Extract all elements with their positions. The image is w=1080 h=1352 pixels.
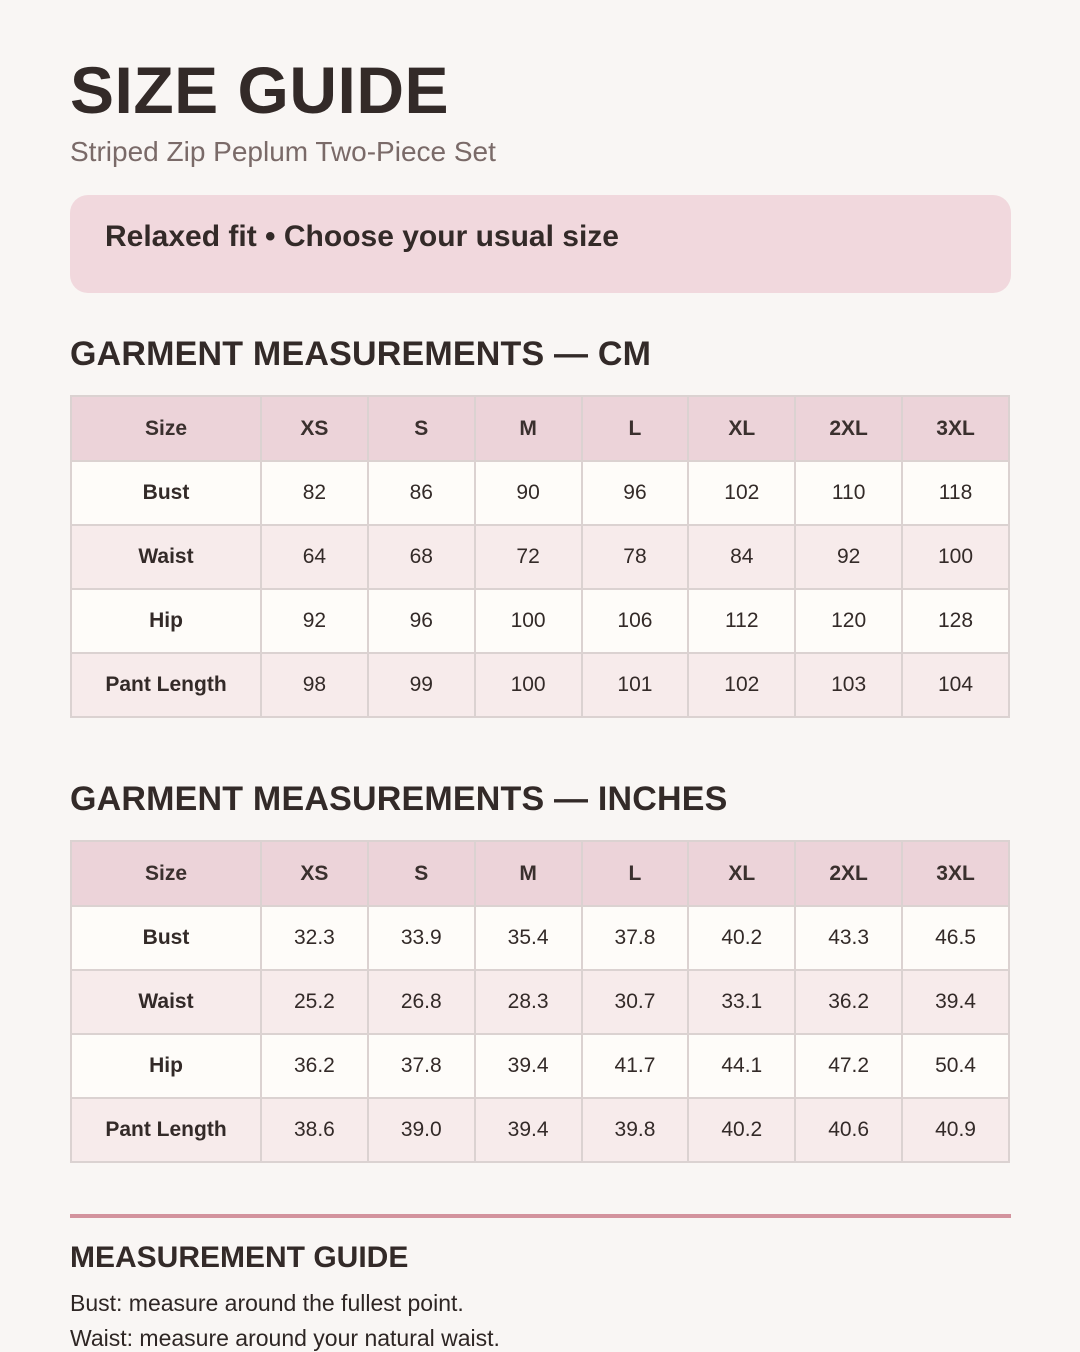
table-cell: 43.3 (795, 906, 902, 970)
table-row (71, 1098, 1009, 1162)
table-cell: 112 (688, 589, 795, 653)
table-row (71, 970, 1009, 1034)
size-table-cm (70, 395, 1010, 718)
size-table-inches (70, 840, 1010, 1163)
column-header: L (582, 396, 689, 461)
table-cell: 72 (475, 525, 582, 589)
table-cell: 78 (582, 525, 689, 589)
table-row (71, 461, 1009, 525)
table-cell: 100 (475, 589, 582, 653)
table-cell: 40.2 (688, 1098, 795, 1162)
table-row (71, 525, 1009, 589)
table-cell: 84 (688, 525, 795, 589)
table-cell: 25.2 (261, 970, 368, 1034)
table-cell: 33.9 (368, 906, 475, 970)
table-cell: 86 (368, 461, 475, 525)
row-label: Bust (71, 906, 261, 970)
column-header: XS (261, 396, 368, 461)
table-cell: 100 (902, 525, 1009, 589)
table-cell: 128 (902, 589, 1009, 653)
page-title: SIZE GUIDE (70, 53, 450, 127)
table-cell: 102 (688, 653, 795, 717)
table-cell: 101 (582, 653, 689, 717)
table-cell: 39.8 (582, 1098, 689, 1162)
table-cell: 37.8 (582, 906, 689, 970)
table-cell: 36.2 (795, 970, 902, 1034)
section-title-inches: GARMENT MEASUREMENTS — INCHES (70, 780, 728, 818)
table-cell: 92 (795, 525, 902, 589)
table-cell: 44.1 (688, 1034, 795, 1098)
table-cell: 98 (261, 653, 368, 717)
table-cell: 110 (795, 461, 902, 525)
table-cell: 47.2 (795, 1034, 902, 1098)
table-row (71, 653, 1009, 717)
column-header: 3XL (902, 396, 1009, 461)
table-cell: 50.4 (902, 1034, 1009, 1098)
table-cell: 40.9 (902, 1098, 1009, 1162)
measurement-guide-line: Waist: measure around your natural waist. (70, 1325, 500, 1351)
product-subtitle: Striped Zip Peplum Two-Piece Set (70, 136, 496, 167)
table-cell: 100 (475, 653, 582, 717)
table-cell: 38.6 (261, 1098, 368, 1162)
table-cell: 68 (368, 525, 475, 589)
table-cell: 92 (261, 589, 368, 653)
column-header: 2XL (795, 841, 902, 906)
column-header: Size (71, 396, 261, 461)
table-cell: 46.5 (902, 906, 1009, 970)
row-label: Waist (71, 970, 261, 1034)
table-cell: 96 (368, 589, 475, 653)
column-header: M (475, 396, 582, 461)
table-cell: 32.3 (261, 906, 368, 970)
table-cell: 64 (261, 525, 368, 589)
table-cell: 39.0 (368, 1098, 475, 1162)
column-header: S (368, 396, 475, 461)
column-header: 3XL (902, 841, 1009, 906)
column-header: XL (688, 396, 795, 461)
column-header: L (582, 841, 689, 906)
table-cell: 37.8 (368, 1034, 475, 1098)
table-cell: 102 (688, 461, 795, 525)
table-cell: 39.4 (475, 1034, 582, 1098)
table-cell: 28.3 (475, 970, 582, 1034)
table-cell: 30.7 (582, 970, 689, 1034)
table-header-row (71, 396, 1009, 461)
measurement-guide-title: MEASUREMENT GUIDE (70, 1241, 409, 1274)
table-cell: 35.4 (475, 906, 582, 970)
table-row (71, 589, 1009, 653)
table-cell: 33.1 (688, 970, 795, 1034)
table-cell: 39.4 (475, 1098, 582, 1162)
table-cell: 82 (261, 461, 368, 525)
section-divider (70, 1214, 1011, 1218)
row-label: Pant Length (71, 1098, 261, 1162)
table-cell: 118 (902, 461, 1009, 525)
column-header: XS (261, 841, 368, 906)
table-row (71, 1034, 1009, 1098)
row-label: Hip (71, 589, 261, 653)
table-cell: 96 (582, 461, 689, 525)
table-cell: 103 (795, 653, 902, 717)
measurement-guide-line: Bust: measure around the fullest point. (70, 1290, 464, 1316)
row-label: Waist (71, 525, 261, 589)
fit-note-text: Relaxed fit • Choose your usual size (105, 220, 619, 253)
column-header: M (475, 841, 582, 906)
column-header: Size (71, 841, 261, 906)
table-cell: 99 (368, 653, 475, 717)
table-cell: 90 (475, 461, 582, 525)
table-cell: 40.6 (795, 1098, 902, 1162)
table-header-row (71, 841, 1009, 906)
table-cell: 36.2 (261, 1034, 368, 1098)
table-row (71, 906, 1009, 970)
table-cell: 106 (582, 589, 689, 653)
section-title-cm: GARMENT MEASUREMENTS — CM (70, 335, 652, 373)
column-header: 2XL (795, 396, 902, 461)
column-header: XL (688, 841, 795, 906)
table-cell: 26.8 (368, 970, 475, 1034)
table-cell: 120 (795, 589, 902, 653)
table-cell: 40.2 (688, 906, 795, 970)
table-cell: 104 (902, 653, 1009, 717)
row-label: Bust (71, 461, 261, 525)
row-label: Pant Length (71, 653, 261, 717)
row-label: Hip (71, 1034, 261, 1098)
table-cell: 41.7 (582, 1034, 689, 1098)
table-cell: 39.4 (902, 970, 1009, 1034)
column-header: S (368, 841, 475, 906)
